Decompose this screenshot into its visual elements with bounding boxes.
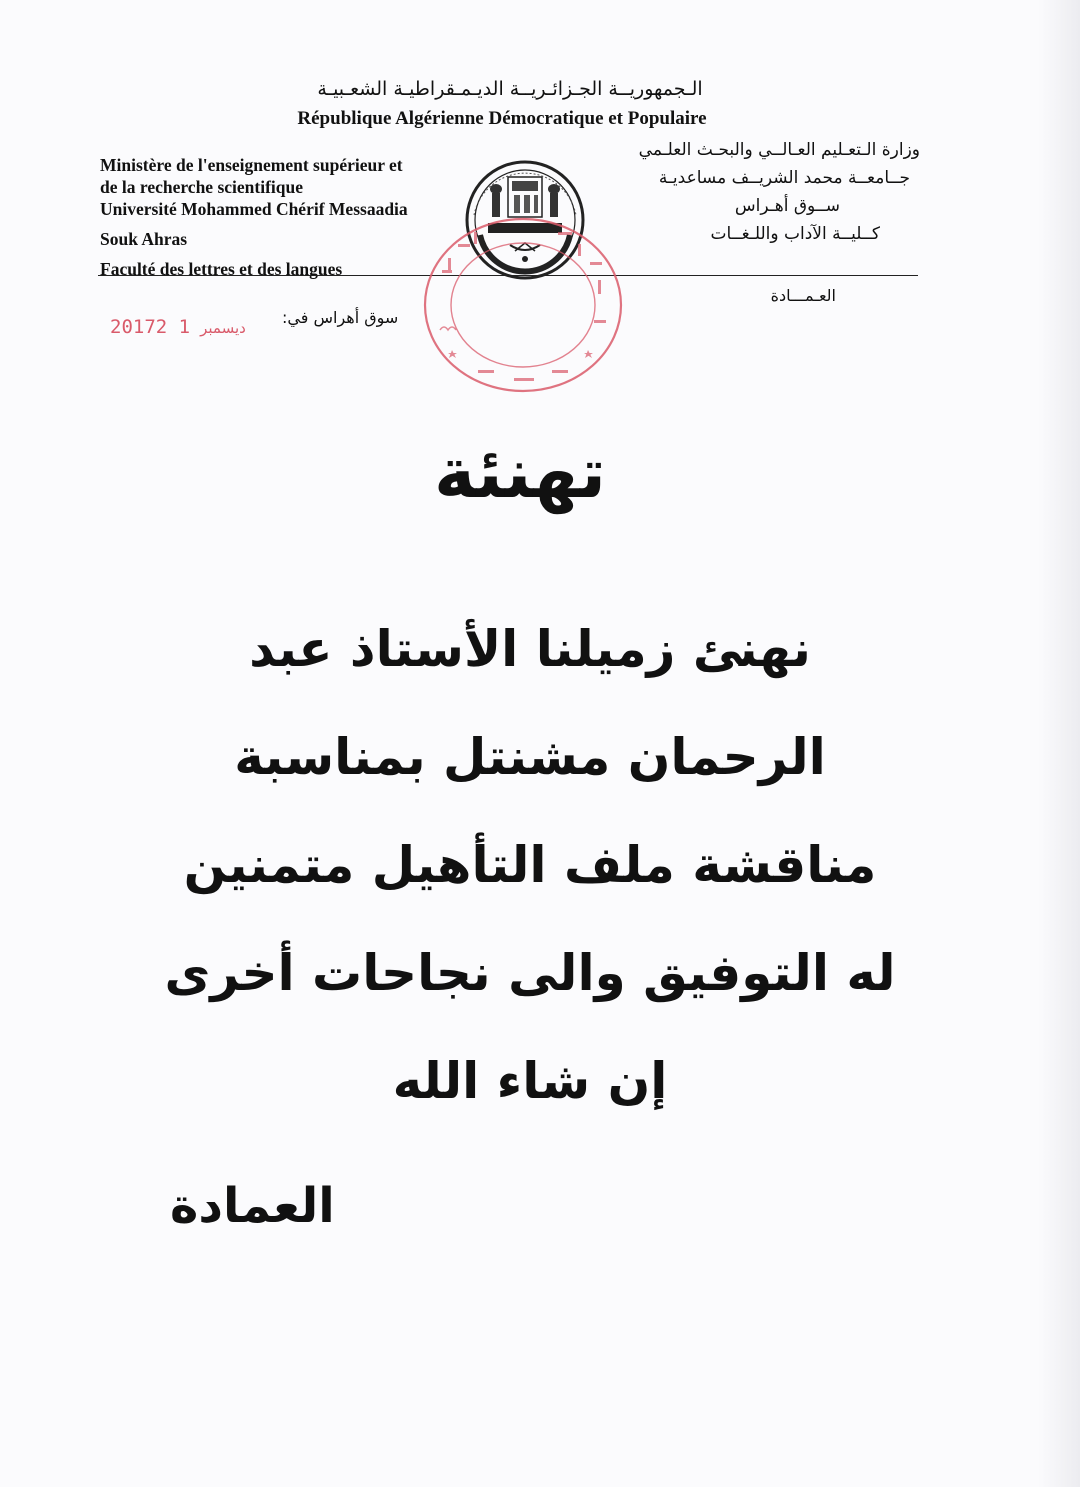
body-line-3: مناقشة ملف التأهيل متمنين <box>183 836 877 894</box>
date-stamp-day: 1 2 <box>155 316 191 338</box>
ministry-line-1-fr: Ministère de l'enseignement supérieur et <box>100 155 403 175</box>
ministry-line-2-fr: de la recherche scientifique <box>100 177 303 197</box>
body-line-4: له التوفيق والى نجاحات أخرى <box>164 944 896 1002</box>
university-name-ar: جــامعــة محمد الشريــف مساعديـة <box>658 168 910 188</box>
body-line-2: الرحمان مشنتل بمناسبة <box>234 728 826 786</box>
red-official-stamp-icon <box>418 210 628 395</box>
date-stamp-month: ديسمبر <box>200 319 246 337</box>
date-stamp <box>110 316 256 338</box>
body-line-1: نهنئ زميلنا الأستاذ عبد <box>249 620 811 678</box>
republic-name-arabic: الـجمهوريــة الجـزائـريــة الديـمـقراطيـة الشعـبيـة <box>317 78 703 100</box>
republic-name-french: République Algérienne Démocratique et Populaire <box>297 108 707 129</box>
deanship-label: العـمـــادة <box>770 286 836 305</box>
date-prefix: سوق أهراس في: <box>282 308 399 327</box>
university-name-fr: Université Mohammed Chérif Messaadia <box>100 199 408 219</box>
header-arabic-block <box>600 136 920 248</box>
faculty-name-fr: Faculté des lettres et des langues <box>100 259 343 279</box>
header-french-block <box>100 154 460 280</box>
faculty-name-ar: كــليــة الآداب واللـغــات <box>710 224 880 244</box>
document-title: تهنئة <box>433 432 607 514</box>
signature-deanship: العمادة <box>170 1178 335 1234</box>
city-name-fr: Souk Ahras <box>100 229 188 249</box>
body-line-5: إن شاء الله <box>392 1052 668 1110</box>
date-stamp-year: 2017 <box>110 316 156 338</box>
congratulation-body <box>150 595 910 1135</box>
paper-edge-shadow <box>1038 0 1080 1487</box>
city-name-ar: ســوق أهـراس <box>734 196 840 216</box>
ministry-name-ar: وزارة الـتعـليم العـالــي والبحـث العلـمي <box>638 140 920 160</box>
